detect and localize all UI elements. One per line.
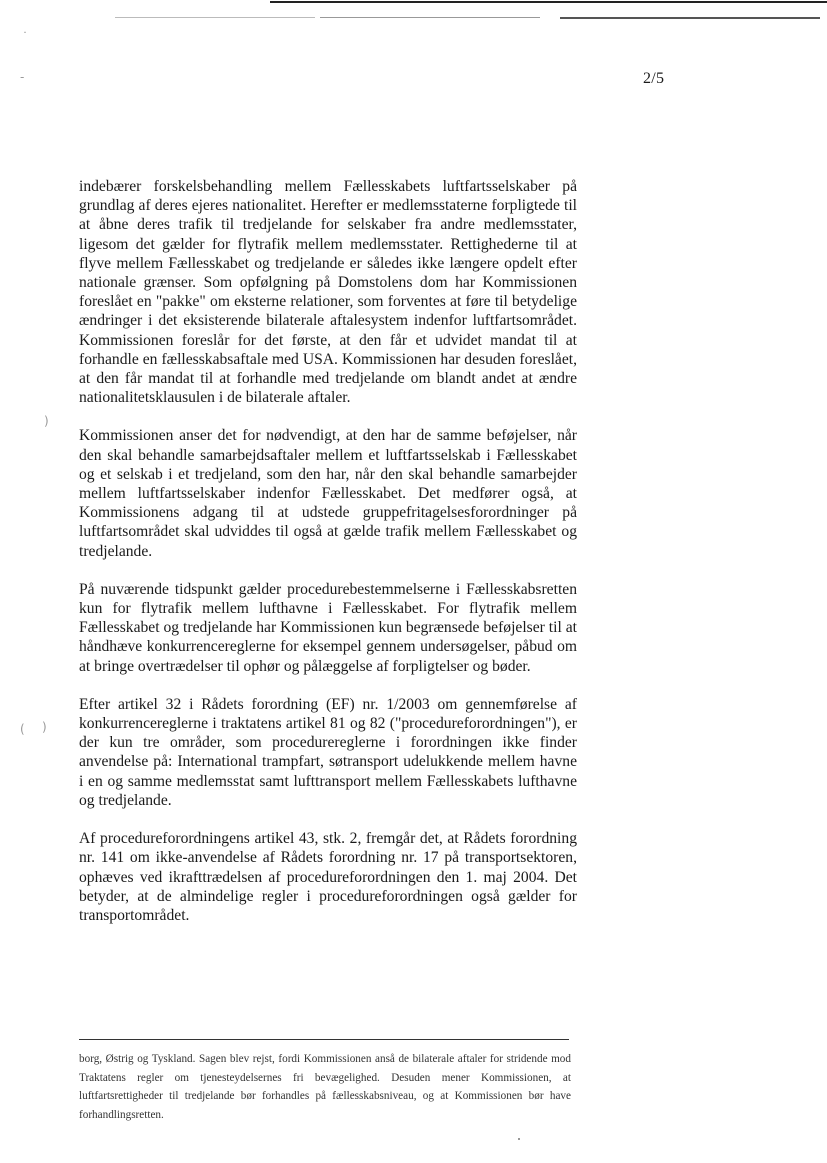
scan-edge-line <box>560 17 820 19</box>
body-paragraph: Af procedureforordningens artikel 43, stk. 2, fremgår det, at Rådets forordning nr. 141 om ikke-anvendelse af Rådets forordning nr. 17 på transportsektoren, ophæves ved ikrafttrædelsen af procedureforordningen den 1. maj 2004. Det betyder, at de almindelige regler i procedureforordningen også gælder for transportområdet. <box>79 830 577 924</box>
scan-edge-line <box>320 17 540 18</box>
binding-hole-mark: ) <box>42 720 47 734</box>
body-paragraph: indebærer forskelsbehandling mellem Fællesskabets luftfartsselskaber på grundlag af deres ejeres nationalitet. Herefter er medlemsstaterne forpligtede til at åbne deres trafik til tredjelande for selskaber fra andre medlemsstater, ligesom det gælder for flytrafik mellem medlemsstater. Rettighederne til at flyve mellem Fællesskabet og tredjelande er således ikke længere opdelt efter nationale grænser. Som opfølgning på Domstolens dom har Kommissionen foreslået en "pakke" om eksterne relationer, som forventes at føre til betydelige ændringer i det eksisterende bilaterale aftalesystem indenfor luftfartsområdet. Kommissionen foreslår for det første, at den får et udvidet mandat til at forhandle en fællesskabsaftale med USA. Kommissionen har desuden foreslået, at den får mandat til at forhandle med tredjelande om blandt andet at ændre nationalitetsklausulen i de bilaterale aftaler. <box>79 178 577 407</box>
page-number: 2/5 <box>643 70 665 87</box>
binding-hole-mark: - <box>20 70 25 84</box>
scan-header-artifact <box>0 0 827 20</box>
binding-hole-mark: ˙ <box>22 30 28 44</box>
document-body <box>79 177 577 944</box>
body-paragraph: På nuværende tidspunkt gælder procedurebestemmelserne i Fællesskabsretten kun for flytrafik mellem lufthavne i Fællesskabet. For flytrafik mellem Fællesskabet og tredjelande har Kommissionen kun begrænsede beføjelser til at håndhæve konkurrencereglerne for eksempel gennem undersøgelser, påbud om at bringe overtrædelser til ophør og pålæggelse af forpligtelser og bøder. <box>79 580 577 675</box>
scan-speck <box>518 1138 520 1140</box>
binding-hole-mark: ( <box>20 722 25 736</box>
scan-edge-line <box>270 1 827 3</box>
body-paragraph: Kommissionen anser det for nødvendigt, at den har de samme beføjelser, når den skal behandle samarbejdsaftaler mellem et luftfartsselskab i Fællesskabet og et selskab i et tredjeland, som den har, når den skal behandle samarbejder mellem luftfartsselskaber indenfor Fællesskabet. Det medfører også, at Kommissionens adgang til at udstede gruppefritagelsesforordninger på luftfartsområdet skal udviddes til også at gælde trafik mellem Fællesskabet og tredjelande. <box>79 427 577 560</box>
footnote-text: borg, Østrig og Tyskland. Sagen blev rejst, fordi Kommissionen anså de bilaterale aftaler for stridende mod Traktatens regler om tjenesteydelsernes fri bevægelighed. Desuden mener Kommissionen, at luftfartsrettigheder til tredjelande bør forhandles på fællesskabsniveau, og at Kommissionen bør have forhandlingsretten. <box>79 1053 571 1121</box>
binding-hole-mark: ) <box>44 414 49 428</box>
footnote-separator <box>79 1039 569 1040</box>
scan-edge-line <box>115 17 315 18</box>
body-paragraph: Efter artikel 32 i Rådets forordning (EF) nr. 1/2003 om gennemførelse af konkurrencereglerne i traktatens artikel 81 og 82 ("procedureforordningen"), er der kun tre områder, som procedurereglerne i forordningen ikke finder anvendelse på: International trampfart, søtransport udelukkende mellem havne i en og samme medlemsstat samt lufttransport mellem Fællesskabets lufthavne og tredjelande. <box>79 695 577 809</box>
